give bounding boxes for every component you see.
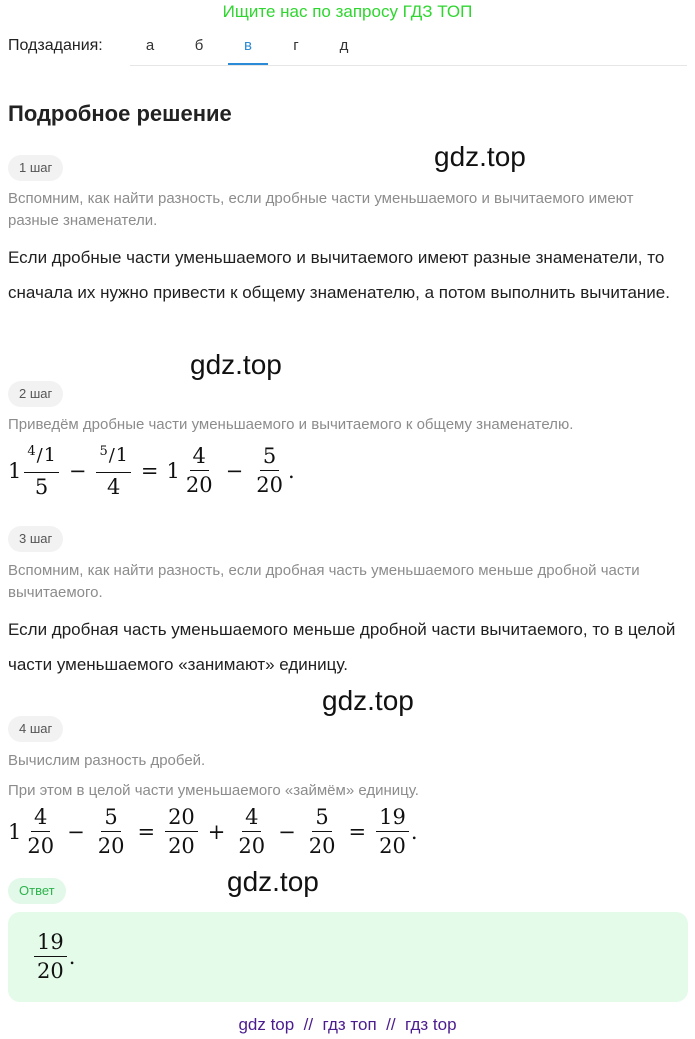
step-4-badge: 4 шаг — [8, 716, 63, 742]
numerator: 4 — [190, 444, 209, 471]
numerator: 20 — [165, 805, 198, 832]
denominator: 20 — [379, 834, 406, 858]
numerator: 5 — [260, 444, 279, 471]
denominator: 20 — [27, 834, 55, 858]
denominator: 20 — [238, 834, 266, 858]
numerator: 19 — [376, 805, 409, 832]
footer-links[interactable]: gdz top // гдз топ // гдз top — [238, 1015, 457, 1034]
watermark: gdz.top — [322, 685, 414, 716]
watermark: gdz.top — [190, 349, 282, 380]
fraction — [235, 805, 268, 858]
answer-box — [8, 912, 688, 1002]
operator: = — [137, 819, 156, 844]
denominator: 20 — [168, 834, 195, 858]
numerator: 19 — [34, 930, 67, 957]
operator: − — [68, 458, 87, 483]
tabs-divider — [130, 65, 687, 66]
whole-number: 1 — [8, 458, 22, 483]
denominator: 5 — [34, 475, 49, 499]
denominator: 20 — [37, 959, 64, 983]
watermark: gdz.top — [227, 866, 319, 897]
numerator: 5 — [101, 805, 120, 832]
fraction — [34, 930, 67, 983]
numerator-top: 4 — [27, 444, 36, 459]
step-2-badge: 2 шаг — [8, 381, 63, 407]
numerator: 4 — [31, 805, 50, 832]
operator: = — [348, 819, 367, 844]
whole-number: 1 — [8, 819, 22, 844]
subtasks-label: Подзадания: — [8, 37, 103, 54]
tab-g[interactable]: г — [293, 37, 299, 54]
watermark: gdz.top — [434, 141, 526, 172]
fraction: $\frac{^5/1}{4}$ — [96, 442, 130, 499]
operator: − — [225, 458, 244, 483]
numerator: 4 — [242, 805, 261, 832]
denominator: 20 — [256, 473, 283, 497]
answer-badge: Ответ — [8, 878, 66, 904]
numerator: 5 — [312, 805, 331, 832]
denominator: 20 — [185, 473, 213, 497]
step-3-text: Если дробная часть уменьшаемого меньше дробной части вычитаемого, то в целой части уменьшаемого «занимают» единицу. — [8, 620, 676, 674]
numerator-top: 5 — [99, 444, 108, 459]
tab-a[interactable]: а — [145, 37, 155, 54]
denominator: 4 — [106, 475, 121, 499]
step-2-hint: Приведём дробные части уменьшаемого и вычитаемого к общему знаменателю. — [8, 416, 574, 433]
step-3-badge: 3 шаг — [8, 526, 63, 552]
fraction — [24, 805, 57, 858]
denominator: 20 — [97, 834, 125, 858]
whole-number: 1 — [166, 458, 180, 483]
answer-formula — [32, 930, 75, 983]
solution-title: Подробное решение — [8, 101, 232, 126]
operator: − — [67, 819, 85, 844]
operator: = — [140, 458, 159, 483]
step-4-hint: Вычислим разность дробей. — [8, 752, 206, 769]
step-4-formula — [8, 805, 418, 858]
step-1-text: Если дробные части уменьшаемого и вычитаемого имеют разные знаменатели, то сначала их нужно привести к общему знаменателю, а потом выполнить вычитание. — [8, 248, 670, 302]
tab-v[interactable]: в — [228, 37, 268, 65]
period: . — [410, 819, 418, 844]
fraction — [165, 805, 198, 858]
numerator-bottom: 1 — [115, 444, 128, 466]
fraction — [95, 805, 128, 858]
tab-d[interactable]: д — [339, 37, 349, 54]
period: . — [68, 944, 76, 969]
step-1-hint: Вспомним, как найти разность, если дробные части уменьшаемого и вычитаемого имеют разные знаменатели. — [8, 190, 634, 229]
tab-b[interactable]: б — [194, 37, 204, 54]
search-banner: Ищите нас по запросу ГДЗ ТОП — [222, 2, 473, 21]
denominator: 20 — [308, 834, 336, 858]
fraction — [306, 805, 339, 858]
fraction — [183, 444, 216, 497]
numerator-bottom: 1 — [43, 444, 56, 466]
step-3-hint: Вспомним, как найти разность, если дробная часть уменьшаемого меньше дробной части вычитаемого. — [8, 562, 640, 601]
step-4-hint-2: При этом в целой части уменьшаемого «займём» единицу. — [8, 782, 419, 799]
operator: + — [207, 819, 226, 844]
period: . — [287, 458, 295, 483]
step-2-formula — [8, 442, 295, 499]
operator: − — [278, 819, 296, 844]
step-1-badge: 1 шаг — [8, 155, 63, 181]
fraction — [376, 805, 409, 858]
fraction: $\frac{^4/1}{5}$ — [24, 442, 58, 499]
fraction — [253, 444, 286, 497]
